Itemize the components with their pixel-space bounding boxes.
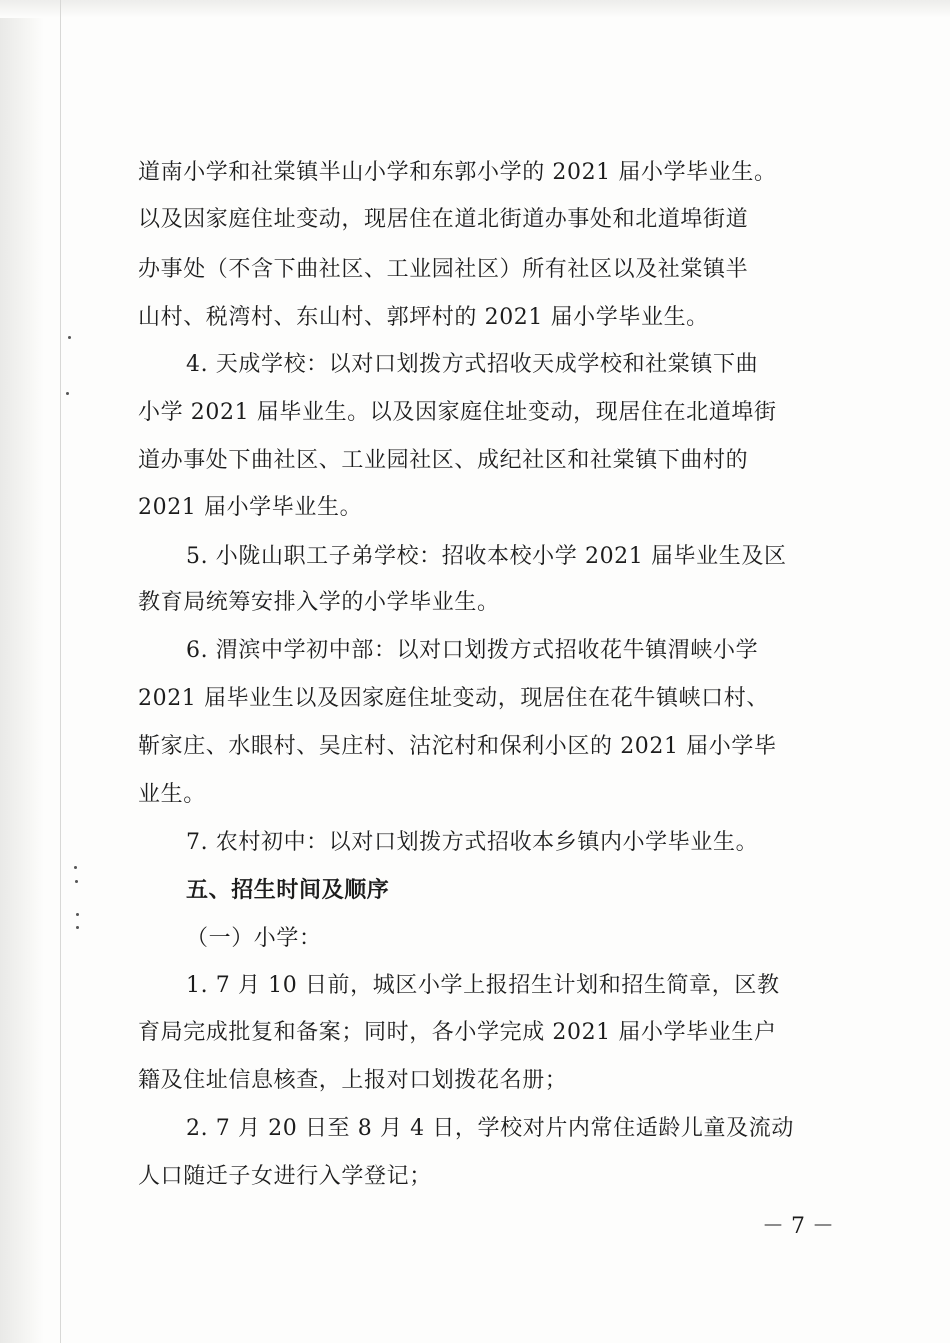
scan-speck: [75, 880, 78, 883]
text-line: 人口随迁子女进行入学登记；: [138, 1164, 432, 1189]
text-line: 6. 渭滨中学初中部：以对口划拨方式招收花牛镇渭峡小学: [186, 638, 759, 663]
subsection-heading: （一）小学：: [186, 926, 322, 951]
scan-speck: [74, 866, 77, 869]
text-line: 4. 天成学校：以对口划拨方式招收天成学校和社棠镇下曲: [186, 352, 759, 377]
text-line: 2021 届毕业生以及因家庭住址变动，现居住在花牛镇峡口村、: [138, 686, 769, 711]
text-line: 山村、税湾村、东山村、郭坪村的 2021 届小学毕业生。: [138, 305, 709, 330]
text-line: 道办事处下曲社区、工业园社区、成纪社区和社棠镇下曲村的: [138, 448, 749, 473]
scan-speck: [76, 913, 79, 916]
text-line: 靳家庄、水眼村、吴庄村、沽沱村和保利小区的 2021 届小学毕: [138, 734, 777, 759]
text-line: 2021 届小学毕业生。: [138, 495, 363, 520]
page-number: － 7 －: [762, 1214, 834, 1239]
text-line: 7. 农村初中：以对口划拨方式招收本乡镇内小学毕业生。: [186, 830, 759, 855]
text-line: 以及因家庭住址变动，现居住在道北街道办事处和北道埠街道: [138, 207, 749, 232]
text-line: 道南小学和社棠镇半山小学和东郭小学的 2021 届小学毕业生。: [138, 160, 777, 185]
scan-speck: [66, 392, 69, 395]
text-line: 5. 小陇山职工子弟学校：招收本校小学 2021 届毕业生及区: [186, 544, 787, 569]
text-line: 2. 7 月 20 日至 8 月 4 日，学校对片内常住适龄儿童及流动: [186, 1116, 794, 1141]
text-line: 小学 2021 届毕业生。以及因家庭住址变动，现居住在北道埠街: [138, 400, 777, 425]
scan-shadow-top: [0, 0, 950, 18]
scan-speck: [68, 336, 71, 339]
scan-speck: [76, 926, 79, 929]
text-line: 业生。: [138, 782, 206, 807]
text-line: 1. 7 月 10 日前，城区小学上报招生计划和招生简章，区教: [186, 973, 780, 998]
text-line: 育局完成批复和备案；同时，各小学完成 2021 届小学毕业生户: [138, 1020, 777, 1045]
scan-border-line: [60, 0, 61, 1343]
text-line: 籍及住址信息核查，上报对口划拨花名册；: [138, 1068, 568, 1093]
text-line: 办事处（不含下曲社区、工业园社区）所有社区以及社棠镇半: [138, 257, 749, 282]
scan-shadow-left: [0, 0, 44, 1343]
section-heading: 五、招生时间及顺序: [186, 878, 390, 903]
text-line: 教育局统筹安排入学的小学毕业生。: [138, 590, 500, 615]
